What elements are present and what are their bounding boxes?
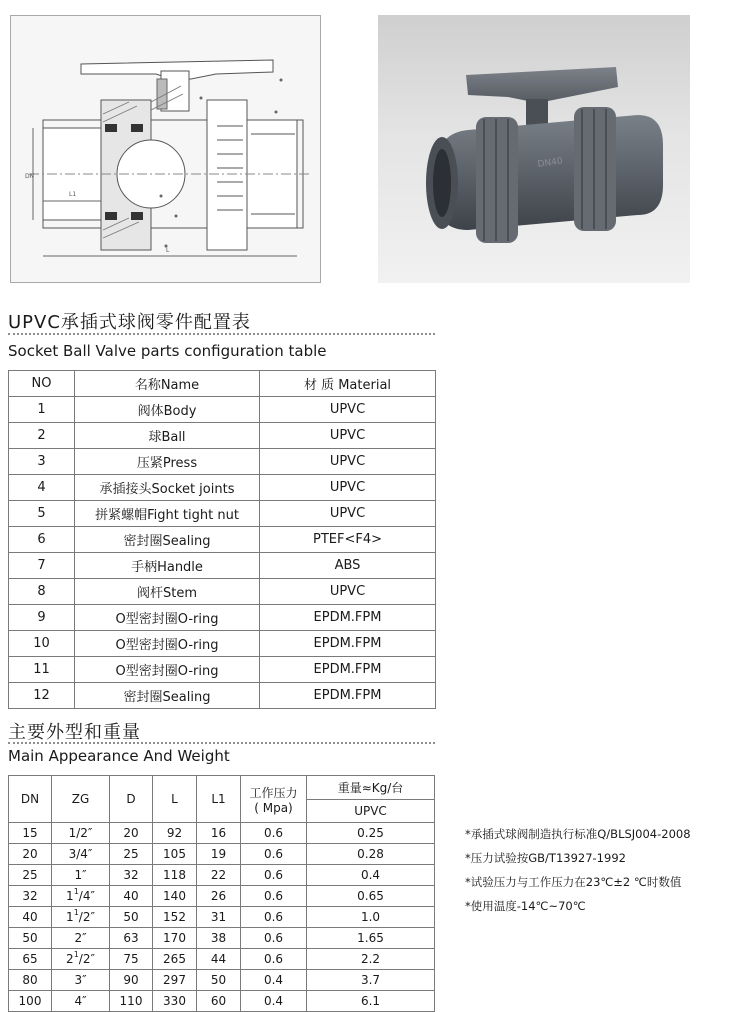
column-header-weight-upvc: UPVC bbox=[307, 799, 435, 823]
table-row bbox=[9, 683, 436, 709]
divider bbox=[8, 333, 435, 335]
dn-cell: 50 bbox=[9, 928, 52, 949]
table-row bbox=[9, 907, 435, 928]
pressure-header-line1: 工作压力 bbox=[249, 785, 298, 800]
weight-cell: 3.7 bbox=[307, 970, 435, 991]
parts-table-title-en: Socket Ball Valve parts configuration table bbox=[8, 342, 327, 360]
part-number-cell: 11 bbox=[9, 657, 75, 683]
pressure-cell: 0.4 bbox=[241, 991, 307, 1012]
part-material-cell: UPVC bbox=[260, 579, 436, 605]
zg-whole: 1″ bbox=[74, 868, 87, 882]
ball-valve-illustration bbox=[378, 15, 690, 283]
part-name-cell: 拼紧螺帽Fight tight nut bbox=[75, 501, 260, 527]
column-header-weight: 重量≈Kg/台 bbox=[307, 776, 435, 800]
zg-fraction: /4″ bbox=[78, 889, 95, 903]
zg-numerator: 1 bbox=[73, 908, 79, 917]
d-cell: 50 bbox=[110, 907, 153, 928]
pressure-cell: 0.6 bbox=[241, 949, 307, 970]
pressure-cell: 0.6 bbox=[241, 907, 307, 928]
divider bbox=[8, 742, 435, 744]
dn-cell: 32 bbox=[9, 886, 52, 907]
part-number-cell: 10 bbox=[9, 631, 75, 657]
weight-cell: 0.65 bbox=[307, 886, 435, 907]
part-name-cell: 密封圈Sealing bbox=[75, 527, 260, 553]
pressure-cell: 0.6 bbox=[241, 823, 307, 844]
l-cell: 140 bbox=[153, 886, 197, 907]
note-item: *试验压力与工作压力在23℃±2 ℃时数值 bbox=[465, 875, 682, 889]
d-cell: 20 bbox=[110, 823, 153, 844]
zg-cell bbox=[52, 865, 110, 886]
part-number-cell: 4 bbox=[9, 475, 75, 501]
part-number-cell: 6 bbox=[9, 527, 75, 553]
weight-cell: 1.65 bbox=[307, 928, 435, 949]
part-name-cell: 承插接头Socket joints bbox=[75, 475, 260, 501]
part-name-cell: 手柄Handle bbox=[75, 553, 260, 579]
l-cell: 92 bbox=[153, 823, 197, 844]
zg-cell bbox=[52, 907, 110, 928]
product-photo bbox=[378, 15, 690, 283]
l-cell: 152 bbox=[153, 907, 197, 928]
zg-numerator: 1 bbox=[73, 950, 79, 959]
zg-fraction: /2″ bbox=[78, 952, 95, 966]
table-row bbox=[9, 605, 436, 631]
note-item: *承插式球阀制造执行标准Q/BLSJ004-2008 bbox=[465, 827, 691, 841]
table-row bbox=[9, 475, 436, 501]
table-header-row bbox=[9, 371, 436, 397]
part-name-cell: 球Ball bbox=[75, 423, 260, 449]
part-number-cell: 1 bbox=[9, 397, 75, 423]
pressure-cell: 0.6 bbox=[241, 886, 307, 907]
zg-cell bbox=[52, 886, 110, 907]
column-header-l1: L1 bbox=[197, 776, 241, 823]
dim-l1-label: L1 bbox=[69, 191, 77, 198]
table-row bbox=[9, 397, 436, 423]
table-row bbox=[9, 579, 436, 605]
part-material-cell: ABS bbox=[260, 553, 436, 579]
table-row bbox=[9, 865, 435, 886]
table-row bbox=[9, 527, 436, 553]
dn-cell: 65 bbox=[9, 949, 52, 970]
part-number-cell: 3 bbox=[9, 449, 75, 475]
zg-fraction: 1/2″ bbox=[68, 826, 93, 840]
part-name-cell: 阀体Body bbox=[75, 397, 260, 423]
weight-cell: 1.0 bbox=[307, 907, 435, 928]
d-cell: 63 bbox=[110, 928, 153, 949]
zg-cell bbox=[52, 823, 110, 844]
column-header-material: 材 质 Material bbox=[260, 371, 436, 397]
column-header-zg: ZG bbox=[52, 776, 110, 823]
dim-dn-label: DN bbox=[25, 173, 35, 180]
dn-cell: 80 bbox=[9, 970, 52, 991]
parts-table bbox=[8, 370, 436, 709]
dn-cell: 100 bbox=[9, 991, 52, 1012]
d-cell: 90 bbox=[110, 970, 153, 991]
part-material-cell: UPVC bbox=[260, 397, 436, 423]
d-cell: 40 bbox=[110, 886, 153, 907]
zg-whole: 1 bbox=[66, 889, 74, 903]
l1-cell: 16 bbox=[197, 823, 241, 844]
l-cell: 297 bbox=[153, 970, 197, 991]
part-number-cell: 2 bbox=[9, 423, 75, 449]
zg-cell bbox=[52, 844, 110, 865]
l-cell: 330 bbox=[153, 991, 197, 1012]
note-item: *压力试验按GB/T13927-1992 bbox=[465, 851, 626, 865]
part-material-cell: EPDM.FPM bbox=[260, 605, 436, 631]
column-header-name: 名称Name bbox=[75, 371, 260, 397]
parts-table-title-cn: UPVC承插式球阀零件配置表 bbox=[8, 312, 251, 333]
d-cell: 32 bbox=[110, 865, 153, 886]
l-cell: 265 bbox=[153, 949, 197, 970]
note-item: *使用温度-14℃~70℃ bbox=[465, 899, 586, 913]
table-row bbox=[9, 823, 435, 844]
zg-whole: 2 bbox=[66, 952, 74, 966]
part-number-cell: 5 bbox=[9, 501, 75, 527]
cross-section-diagram bbox=[11, 16, 322, 284]
d-cell: 25 bbox=[110, 844, 153, 865]
column-header-dn: DN bbox=[9, 776, 52, 823]
l-cell: 170 bbox=[153, 928, 197, 949]
part-number-cell: 8 bbox=[9, 579, 75, 605]
part-material-cell: EPDM.FPM bbox=[260, 657, 436, 683]
table-row bbox=[9, 970, 435, 991]
l1-cell: 26 bbox=[197, 886, 241, 907]
table-row bbox=[9, 501, 436, 527]
pressure-cell: 0.4 bbox=[241, 970, 307, 991]
table-row bbox=[9, 949, 435, 970]
dn-cell: 20 bbox=[9, 844, 52, 865]
weight-cell: 2.2 bbox=[307, 949, 435, 970]
zg-fraction: /2″ bbox=[78, 910, 95, 924]
part-material-cell: EPDM.FPM bbox=[260, 683, 436, 709]
part-material-cell: UPVC bbox=[260, 423, 436, 449]
dn-cell: 15 bbox=[9, 823, 52, 844]
part-material-cell: UPVC bbox=[260, 501, 436, 527]
weight-table-title-cn: 主要外型和重量 bbox=[8, 722, 141, 743]
part-material-cell: PTEF<F4> bbox=[260, 527, 436, 553]
pressure-header-line2: ( Mpa) bbox=[254, 800, 293, 815]
part-number-cell: 7 bbox=[9, 553, 75, 579]
part-name-cell: O型密封圈O-ring bbox=[75, 631, 260, 657]
table-row bbox=[9, 449, 436, 475]
l1-cell: 22 bbox=[197, 865, 241, 886]
l1-cell: 50 bbox=[197, 970, 241, 991]
l-cell: 105 bbox=[153, 844, 197, 865]
l1-cell: 19 bbox=[197, 844, 241, 865]
zg-fraction: 3/4″ bbox=[68, 847, 93, 861]
weight-cell: 0.28 bbox=[307, 844, 435, 865]
column-header-d: D bbox=[110, 776, 153, 823]
technical-drawing bbox=[10, 15, 321, 283]
table-header-row bbox=[9, 776, 435, 800]
part-material-cell: UPVC bbox=[260, 449, 436, 475]
l1-cell: 60 bbox=[197, 991, 241, 1012]
zg-cell bbox=[52, 928, 110, 949]
l-cell: 118 bbox=[153, 865, 197, 886]
column-header-l: L bbox=[153, 776, 197, 823]
part-material-cell: UPVC bbox=[260, 475, 436, 501]
table-row bbox=[9, 553, 436, 579]
l1-cell: 38 bbox=[197, 928, 241, 949]
l1-cell: 31 bbox=[197, 907, 241, 928]
part-number-cell: 9 bbox=[9, 605, 75, 631]
l1-cell: 44 bbox=[197, 949, 241, 970]
zg-numerator: 1 bbox=[73, 887, 79, 896]
valve-marking: DN40 bbox=[537, 156, 564, 170]
weight-cell: 0.25 bbox=[307, 823, 435, 844]
pressure-cell: 0.6 bbox=[241, 865, 307, 886]
d-cell: 75 bbox=[110, 949, 153, 970]
part-name-cell: 压紧Press bbox=[75, 449, 260, 475]
zg-whole: 2″ bbox=[74, 931, 87, 945]
part-name-cell: 密封圈Sealing bbox=[75, 683, 260, 709]
table-row bbox=[9, 657, 436, 683]
table-row bbox=[9, 631, 436, 657]
dn-cell: 40 bbox=[9, 907, 52, 928]
weight-table bbox=[8, 775, 435, 1012]
part-name-cell: O型密封圈O-ring bbox=[75, 657, 260, 683]
zg-cell bbox=[52, 949, 110, 970]
weight-cell: 6.1 bbox=[307, 991, 435, 1012]
dn-cell: 25 bbox=[9, 865, 52, 886]
dim-l-label: L bbox=[166, 247, 170, 254]
zg-cell bbox=[52, 970, 110, 991]
part-name-cell: 阀杆Stem bbox=[75, 579, 260, 605]
table-row bbox=[9, 928, 435, 949]
table-row bbox=[9, 844, 435, 865]
weight-table-title-en: Main Appearance And Weight bbox=[8, 747, 230, 765]
table-row bbox=[9, 991, 435, 1012]
table-row bbox=[9, 423, 436, 449]
column-header-no: NO bbox=[9, 371, 75, 397]
zg-whole: 4″ bbox=[74, 994, 87, 1008]
zg-whole: 3″ bbox=[74, 973, 87, 987]
d-cell: 110 bbox=[110, 991, 153, 1012]
zg-whole: 1 bbox=[66, 910, 74, 924]
standards-notes bbox=[465, 826, 727, 922]
pressure-cell: 0.6 bbox=[241, 928, 307, 949]
weight-cell: 0.4 bbox=[307, 865, 435, 886]
part-material-cell: EPDM.FPM bbox=[260, 631, 436, 657]
part-name-cell: O型密封圈O-ring bbox=[75, 605, 260, 631]
part-number-cell: 12 bbox=[9, 683, 75, 709]
column-header-pressure bbox=[241, 776, 307, 823]
zg-cell bbox=[52, 991, 110, 1012]
pressure-cell: 0.6 bbox=[241, 844, 307, 865]
table-row bbox=[9, 886, 435, 907]
